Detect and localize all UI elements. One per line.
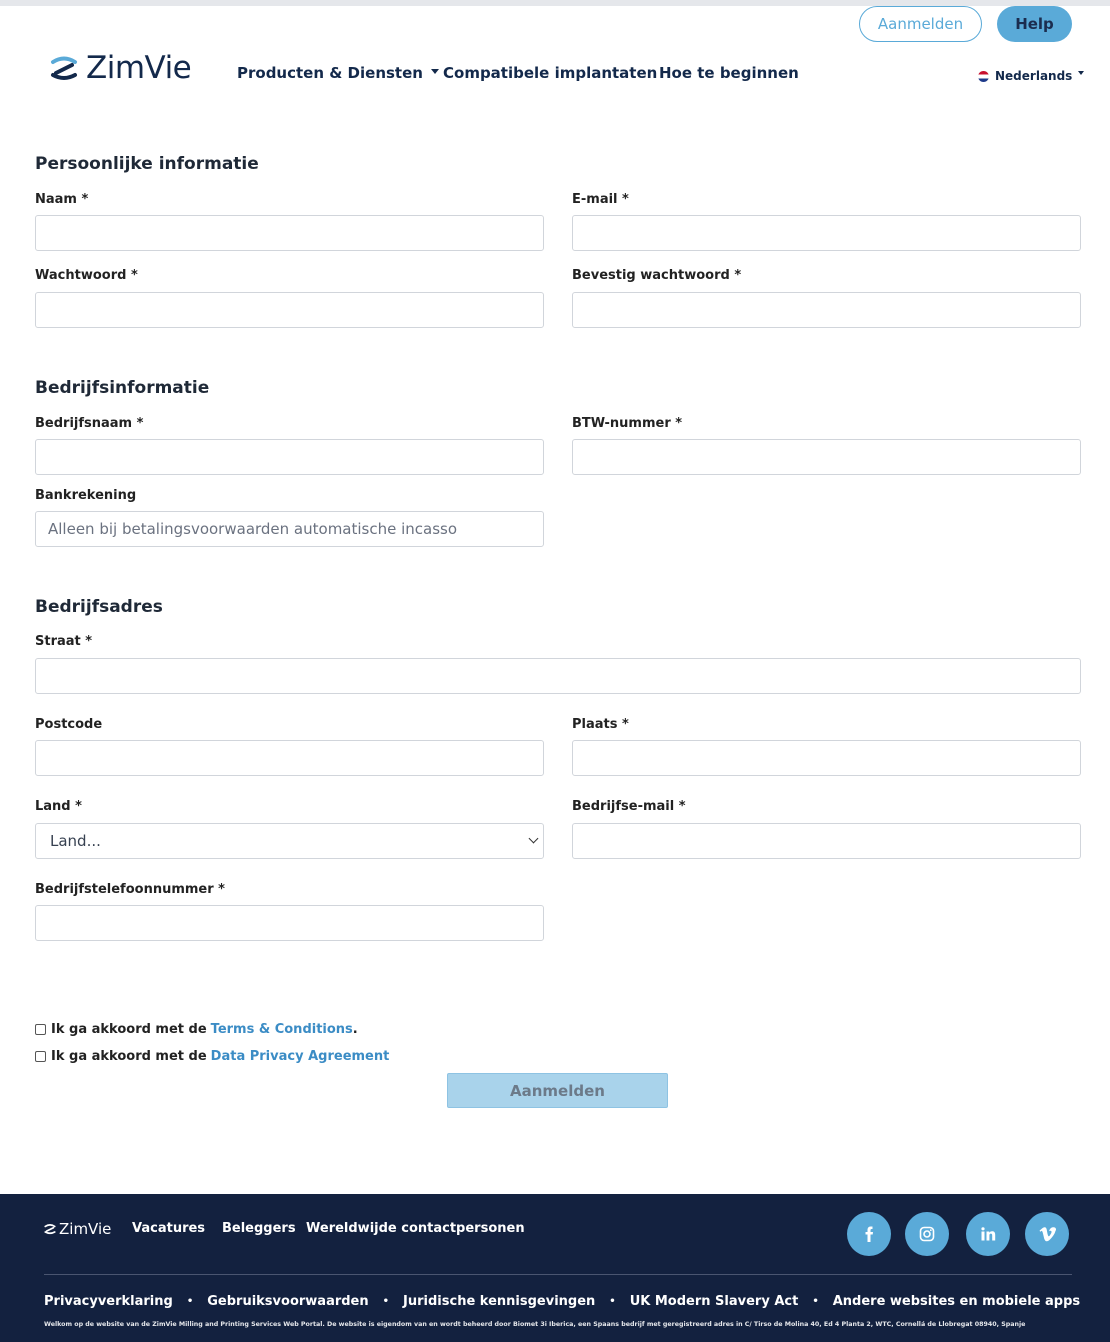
postcode-label: Postcode — [35, 717, 103, 732]
section-title-address: Bedrijfsadres — [35, 597, 163, 617]
vat-number-label: BTW-nummer * — [572, 416, 683, 431]
terms-link[interactable]: Terms & Conditions — [210, 1022, 353, 1037]
zimvie-logo-mark-icon — [50, 54, 78, 82]
privacy-agreement-row — [35, 1049, 389, 1064]
chevron-down-icon — [431, 69, 439, 74]
company-phone-input[interactable] — [35, 905, 544, 941]
footer-disclaimer: Welkom op de website van de ZimVie Milling and Printing Services Web Portal. De website is eigendom van en wordt beheerd door Biomet 3i Iberica, een Spaans bedrijf met geregistreerd adres in C/ Tirso de Molina 40, Ed 4 Planta 2, WTC, Cornellá de Llobregat 08940, Spanje — [44, 1321, 1026, 1328]
footer-separator: • — [382, 1296, 390, 1307]
country-select-value: Land... — [50, 832, 101, 850]
nav-products-label: Producten & Diensten — [237, 64, 423, 82]
instagram-icon[interactable] — [905, 1212, 949, 1256]
zimvie-logo-mark-icon — [44, 1223, 56, 1235]
bank-account-label: Bankrekening — [35, 488, 137, 503]
city-label: Plaats * — [572, 717, 629, 732]
footer-legal-links — [44, 1294, 1080, 1309]
bank-account-input[interactable] — [35, 511, 544, 547]
privacy-prefix: Ik ga akkoord met de — [51, 1049, 207, 1064]
footer-divider — [44, 1274, 1072, 1275]
footer-logo[interactable] — [44, 1220, 111, 1238]
footer-link-investors[interactable]: Beleggers — [222, 1221, 296, 1236]
terms-suffix: . — [352, 1022, 358, 1037]
terms-agreement-row — [35, 1022, 358, 1037]
footer-link-careers[interactable]: Vacatures — [132, 1221, 206, 1236]
footer-link-worldwide-contacts[interactable]: Wereldwijde contactpersonen — [306, 1221, 525, 1236]
nav-compatible-implants[interactable]: Compatibele implantaten — [443, 64, 658, 82]
country-select[interactable] — [35, 823, 544, 859]
footer-link-other-sites[interactable]: Andere websites en mobiele apps — [832, 1294, 1081, 1309]
terms-checkbox[interactable] — [35, 1024, 46, 1035]
city-input[interactable] — [572, 740, 1081, 776]
company-phone-label: Bedrijfstelefoonnummer * — [35, 882, 225, 897]
chevron-down-icon — [1078, 71, 1084, 75]
name-input[interactable] — [35, 215, 544, 251]
submit-register-button[interactable]: Aanmelden — [447, 1073, 668, 1108]
zimvie-logo[interactable] — [50, 50, 191, 86]
email-label: E-mail * — [572, 192, 629, 207]
footer-separator: • — [609, 1296, 616, 1307]
footer-link-privacy[interactable]: Privacyverklaring — [44, 1294, 173, 1309]
nav-products-services[interactable] — [237, 64, 439, 82]
footer-link-legal-notices[interactable]: Juridische kennisgevingen — [403, 1294, 596, 1309]
country-label: Land * — [35, 799, 82, 814]
confirm-password-label: Bevestig wachtwoord * — [572, 268, 742, 283]
email-input[interactable] — [572, 215, 1081, 251]
netherlands-flag-icon — [978, 71, 989, 82]
footer-separator: • — [186, 1296, 194, 1307]
footer-brand-name: ZimVie — [59, 1220, 112, 1238]
company-email-input[interactable] — [572, 823, 1081, 859]
street-input[interactable] — [35, 658, 1081, 694]
privacy-link[interactable]: Data Privacy Agreement — [210, 1049, 390, 1064]
chevron-down-icon — [529, 834, 539, 844]
facebook-icon[interactable] — [847, 1212, 891, 1256]
login-button[interactable]: Aanmelden — [859, 6, 982, 42]
section-title-personal: Persoonlijke informatie — [35, 154, 259, 174]
footer — [0, 1194, 1110, 1342]
street-label: Straat * — [35, 634, 93, 649]
terms-prefix: Ik ga akkoord met de — [51, 1022, 207, 1037]
confirm-password-input[interactable] — [572, 292, 1081, 328]
language-selector[interactable] — [978, 69, 1084, 83]
vimeo-icon[interactable] — [1025, 1212, 1069, 1256]
footer-separator: • — [812, 1296, 819, 1307]
footer-link-modern-slavery[interactable]: UK Modern Slavery Act — [629, 1294, 799, 1309]
nav-getting-started[interactable]: Hoe te beginnen — [659, 64, 799, 82]
language-label: Nederlands — [995, 69, 1073, 83]
privacy-checkbox[interactable] — [35, 1051, 46, 1062]
section-title-company: Bedrijfsinformatie — [35, 378, 210, 398]
company-email-label: Bedrijfse-mail * — [572, 799, 686, 814]
company-name-label: Bedrijfsnaam * — [35, 416, 144, 431]
password-input[interactable] — [35, 292, 544, 328]
brand-name: ZimVie — [86, 50, 192, 86]
company-name-input[interactable] — [35, 439, 544, 475]
vat-number-input[interactable] — [572, 439, 1081, 475]
postcode-input[interactable] — [35, 740, 544, 776]
linkedin-icon[interactable] — [966, 1212, 1010, 1256]
footer-link-terms-of-use[interactable]: Gebruiksvoorwaarden — [207, 1294, 369, 1309]
name-label: Naam * — [35, 192, 89, 207]
password-label: Wachtwoord * — [35, 268, 138, 283]
help-button[interactable]: Help — [997, 6, 1072, 42]
